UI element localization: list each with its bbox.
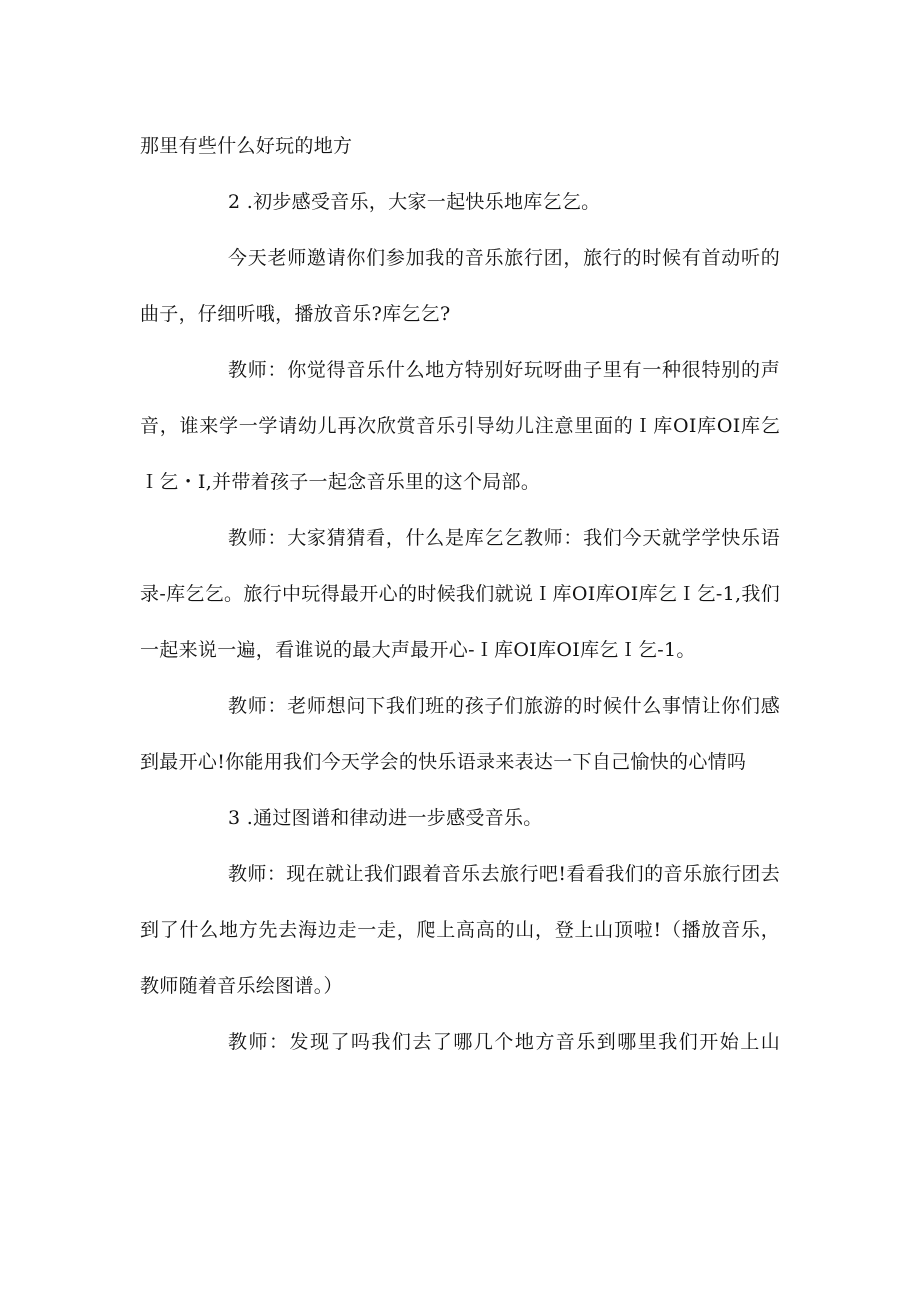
paragraph-3: 今天老师邀请你们参加我的音乐旅行团，旅行的时候有首动听的曲子，仔细听哦，播放音乐?库乞乞? [140, 247, 780, 325]
paragraph-6: 教师：老师想问下我们班的孩子们旅游的时候什么事情让你们感到最开心!你能用我们今天学会的快乐语录来表达一下自己愉快的心情吗 [140, 695, 780, 773]
paragraph-4: 教师：你觉得音乐什么地方特别好玩呀曲子里有一种很特别的声音，谁来学一学请幼儿再次欣赏音乐引导幼儿注意里面的Ｉ库OI库OI库乞Ｉ乞・I,并带着孩子一起念音乐里的这个局部。 [140, 359, 780, 493]
paragraph-2: 2 .初步感受音乐，大家一起快乐地库乞乞。 [228, 191, 601, 213]
paragraph-8: 教师：现在就让我们跟着音乐去旅行吧!看看我们的音乐旅行团去到了什么地方先去海边走一走，爬上高高的山，登上山顶啦!（播放音乐，教师随着音乐绘图谱。） [140, 863, 780, 997]
document-page [140, 118, 780, 1070]
paragraph-9: 教师：发现了吗我们去了哪几个地方音乐到哪里我们开始上山 [228, 1031, 780, 1053]
paragraph-5: 教师：大家猜猜看，什么是库乞乞教师：我们今天就学学快乐语录-库乞乞。旅行中玩得最开心的时候我们就说Ｉ库OI库OI库乞Ｉ乞-1,我们一起来说一遍，看谁说的最大声最开心-Ｉ库OI库OI库乞Ｉ乞-1。 [140, 527, 780, 661]
paragraph-7: 3 .通过图谱和律动进一步感受音乐。 [228, 807, 543, 829]
paragraph-1: 那里有些什么好玩的地方 [140, 135, 353, 157]
